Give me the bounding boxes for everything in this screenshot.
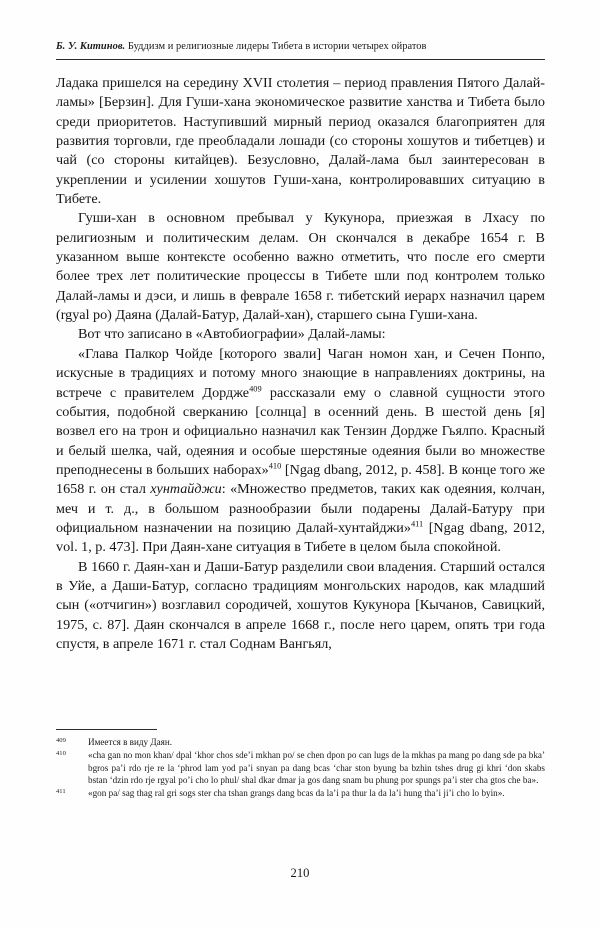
footnote-reference[interactable]: 410	[268, 461, 282, 471]
text-run: «Глава Палкор Чойде [которого звали] Чаган номон хан, и Сечен Понпо, искусные в традициях и потому много знающие в направлениях доктрины, на встрече с правителем Дордже	[56, 345, 545, 401]
running-head-title: Буддизм и религиозные лидеры Тибета в истории четырех ойратов	[127, 41, 427, 52]
footnote-reference[interactable]: 409	[249, 383, 262, 393]
footnote-area	[56, 736, 545, 800]
paragraph-1660: В 1660 г. Даян-хан и Даши-Батур разделили свои владения. Старший остался в Уйе, а Даши-Батур, согласно традициям монгольских народов, как младший сын («отчигин») возглавил сородичей, хошутов Кукунора [Кычанов, Савицкий, 1975, с. 87]. Даян скончался в апреле 1668 г., после него царем, опять три года спустя, в апреле 1671 г. стал Соднам Вангьял,	[56, 558, 545, 652]
text-run: [Ngag dbang, 2012, vol. 1, p. 473]. При Даян-хане ситуация в Тибете в целом была спокойной.	[56, 519, 545, 556]
footnote-reference[interactable]: 411	[410, 519, 424, 529]
footnote-text: Имеется в виду Даян.	[88, 737, 172, 747]
footnote-409	[56, 736, 545, 748]
paragraph-autobiography-intro: Вот что записано в «Автобиографии» Далай-ламы:	[78, 326, 386, 343]
footnote-marker: 411	[56, 788, 66, 796]
text-run: рассказали ему о славной сущности этого события, подобной сверканию [солнца] в осенний день. В шестой день [я] возвел его на трон и официально назначил как Тензин Дордже Гьялпо. Красный и белый шелка, чай, одеяния и особые шерстяные одеяния были во множестве преподнесены в больших наборах»	[56, 384, 545, 478]
running-head-rule	[56, 59, 545, 60]
paragraph-gushi-khan: Гуши-хан в основном пребывал у Кукунора, приезжая в Лхасу по религиозным и политическим делам. Он скончался в декабре 1654 г. В указанном выше контексте особенно важно отметить, что после его смерти более трех лет политические процессы в Тибете шли под контролем только Далай-ламы и дэси, и лишь в феврале 1658 г. тибетский иерарх назначил царем (rgyal po) Даяна (Далай-Батур, Далай-хан), старшего сына Гуши-хана.	[56, 210, 545, 324]
footnote-text: «cha gan no mon khan/ dpal ‘khor chos sde’i mkhan po/ se chen dpon po can lugs de la mkhas pa mang po dang sde pa bka’ bgros pa’i rdo rje re la ‘phrod lam yod pa’i snyan pa dang bcas ‘char ston byung ba bzhin tshes drug gi khri ‘don skabs bstan ‘dzin rdo rje rgyal po’i cho lo phul/ shal dkar dmar ja gos dang snam bu phung por spungs pa’i ster cha gtos che ba».	[88, 750, 545, 785]
page-number: 210	[290, 866, 310, 880]
footnote-410	[56, 749, 545, 786]
footnote-separator-rule	[56, 729, 157, 730]
paragraph-ladakh: Ладака пришелся на середину XVII столетия – период правления Пятого Далай-ламы» [Берзин]. Для Гуши-хана экономическое развитие ханства и Тибета было среди приоритетов. Наступивший мирный период оказался благоприятен для развития торговли, где преобладали лошади (со стороны хошутов и тибетцев) и чай (со стороны китайцев). Безусловно, Далай-лама был заинтересован в укреплении и усилении хошутов Гуши-хана, контролировавших ситуацию в Тибете.	[56, 75, 545, 208]
paragraph-quote-palkor	[56, 345, 545, 558]
footnote-411	[56, 787, 545, 799]
footnote-marker: 410	[56, 750, 66, 758]
italic-term: хунтайджи	[150, 481, 222, 498]
text-run: [Ngag dbang, 2012, p. 458]. В конце того же 1658 г. он стал	[56, 461, 545, 498]
body-text-column	[56, 74, 545, 654]
text-run: : «Множество предметов, таких как одеяния, колчан, меч и т. д., в большом разнообразии были подарены Далай-Батуру при официальном назначении на позицию Далай-хунтайджи»	[56, 481, 545, 536]
footnote-text: «gon pa/ sag thag ral gri sogs ster cha tshan grangs dang bcas da la’i pa thur la da la’i hung tha’i ji’i cho lo byin».	[88, 788, 505, 799]
running-head	[56, 40, 546, 54]
footnote-marker: 409	[56, 737, 66, 744]
running-head-author: Б. У. Китинов.	[56, 41, 126, 52]
